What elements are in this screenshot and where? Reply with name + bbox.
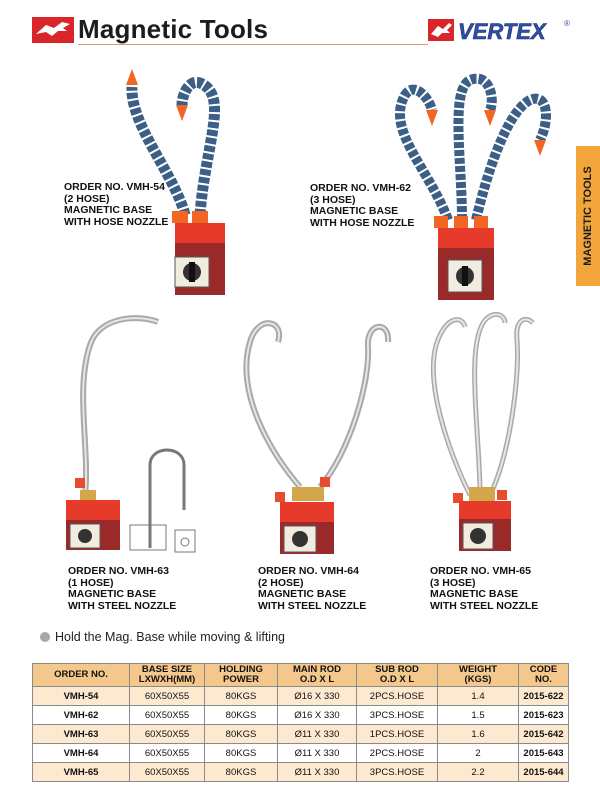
- vmh-65-caption: [430, 566, 538, 612]
- table-row: [33, 744, 569, 763]
- side-tab-label: MAGNETIC TOOLS: [582, 166, 594, 266]
- cell-base-size: 60X50X55: [130, 725, 205, 744]
- cell-holding-power: 80KGS: [205, 744, 278, 763]
- vmh-54-caption: [64, 182, 168, 228]
- page-title: Magnetic Tools: [78, 14, 269, 44]
- cell-order-no: VMH-54: [33, 687, 130, 706]
- cell-sub-rod: 3PCS.HOSE: [357, 763, 438, 782]
- caption-order: ORDER NO. VMH-65: [430, 565, 531, 577]
- caption-order: ORDER NO. VMH-64: [258, 565, 359, 577]
- vmh-65-illustration: [425, 305, 545, 555]
- bullet-icon: [40, 632, 50, 642]
- note-text: Hold the Mag. Base while moving & lifting: [55, 630, 285, 644]
- title-divider: [78, 44, 428, 45]
- cell-holding-power: 80KGS: [205, 706, 278, 725]
- caption-base: MAGNETIC BASE: [430, 588, 519, 600]
- caption-order: ORDER NO. VMH-62: [310, 182, 411, 194]
- cell-code-no: 2015-644: [519, 763, 569, 782]
- caption-nozzle: WITH HOSE NOZZLE: [310, 216, 415, 229]
- vmh-64-illustration: [240, 312, 400, 557]
- vmh-63-caption: [68, 566, 176, 612]
- cell-sub-rod: 2PCS.HOSE: [357, 687, 438, 706]
- eagle-logo-icon: [32, 17, 74, 43]
- handling-note: [40, 630, 285, 644]
- col-code-no: CODE NO.: [519, 664, 569, 687]
- caption-hose: (2 HOSE): [258, 576, 304, 589]
- spec-table: [32, 663, 569, 782]
- cell-main-rod: Ø16 X 330: [278, 706, 357, 725]
- col-sub-rod: SUB ROD O.D X L: [357, 664, 438, 687]
- caption-order: ORDER NO. VMH-54: [64, 181, 165, 193]
- cell-main-rod: Ø11 X 330: [278, 744, 357, 763]
- cell-base-size: 60X50X55: [130, 706, 205, 725]
- table-row: [33, 687, 569, 706]
- table-row: [33, 763, 569, 782]
- cell-weight: 2: [438, 744, 519, 763]
- col-base-size: BASE SIZE LXWXH(MM): [130, 664, 205, 687]
- cell-base-size: 60X50X55: [130, 763, 205, 782]
- cell-holding-power: 80KGS: [205, 763, 278, 782]
- cell-order-no: VMH-65: [33, 763, 130, 782]
- page-header: [0, 0, 600, 52]
- cell-holding-power: 80KGS: [205, 725, 278, 744]
- vmh-64-caption: [258, 566, 366, 612]
- table-row: [33, 725, 569, 744]
- col-weight: WEIGHT (KGS): [438, 664, 519, 687]
- col-holding-power: HOLDING POWER: [205, 664, 278, 687]
- caption-base: MAGNETIC BASE: [310, 205, 399, 217]
- caption-base: MAGNETIC BASE: [64, 204, 153, 216]
- cell-sub-rod: 2PCS.HOSE: [357, 744, 438, 763]
- caption-hose: (2 HOSE): [64, 192, 110, 205]
- cell-code-no: 2015-622: [519, 687, 569, 706]
- caption-nozzle: WITH HOSE NOZZLE: [64, 215, 169, 228]
- col-order-no: ORDER NO.: [33, 664, 130, 687]
- cell-code-no: 2015-642: [519, 725, 569, 744]
- vmh-62-caption: [310, 183, 414, 229]
- cell-sub-rod: 3PCS.HOSE: [357, 706, 438, 725]
- brand-trademark: ®: [564, 19, 570, 28]
- caption-order: ORDER NO. VMH-63: [68, 565, 169, 577]
- cell-holding-power: 80KGS: [205, 687, 278, 706]
- vertex-brand-logo: [428, 17, 573, 43]
- cell-order-no: VMH-63: [33, 725, 130, 744]
- cell-base-size: 60X50X55: [130, 744, 205, 763]
- brand-name: VERTEX: [458, 19, 546, 43]
- table-row: [33, 706, 569, 725]
- cell-weight: 1.4: [438, 687, 519, 706]
- caption-hose: (1 HOSE): [68, 576, 114, 589]
- cell-weight: 1.6: [438, 725, 519, 744]
- cell-sub-rod: 1PCS.HOSE: [357, 725, 438, 744]
- cell-code-no: 2015-643: [519, 744, 569, 763]
- caption-base: MAGNETIC BASE: [258, 588, 347, 600]
- cell-order-no: VMH-64: [33, 744, 130, 763]
- cell-main-rod: Ø11 X 330: [278, 763, 357, 782]
- vmh-62-illustration: [390, 70, 560, 305]
- cell-code-no: 2015-623: [519, 706, 569, 725]
- caption-hose: (3 HOSE): [310, 193, 356, 206]
- caption-nozzle: WITH STEEL NOZZLE: [68, 599, 177, 612]
- table-header-row: [33, 664, 569, 687]
- caption-nozzle: WITH STEEL NOZZLE: [430, 599, 539, 612]
- cell-weight: 2.2: [438, 763, 519, 782]
- cell-weight: 1.5: [438, 706, 519, 725]
- vmh-63-illustration: [60, 310, 200, 560]
- section-side-tab: [576, 146, 600, 286]
- cell-main-rod: Ø11 X 330: [278, 725, 357, 744]
- col-main-rod: MAIN ROD O.D X L: [278, 664, 357, 687]
- caption-nozzle: WITH STEEL NOZZLE: [258, 599, 367, 612]
- caption-base: MAGNETIC BASE: [68, 588, 157, 600]
- cell-order-no: VMH-62: [33, 706, 130, 725]
- cell-main-rod: Ø16 X 330: [278, 687, 357, 706]
- caption-hose: (3 HOSE): [430, 576, 476, 589]
- cell-base-size: 60X50X55: [130, 687, 205, 706]
